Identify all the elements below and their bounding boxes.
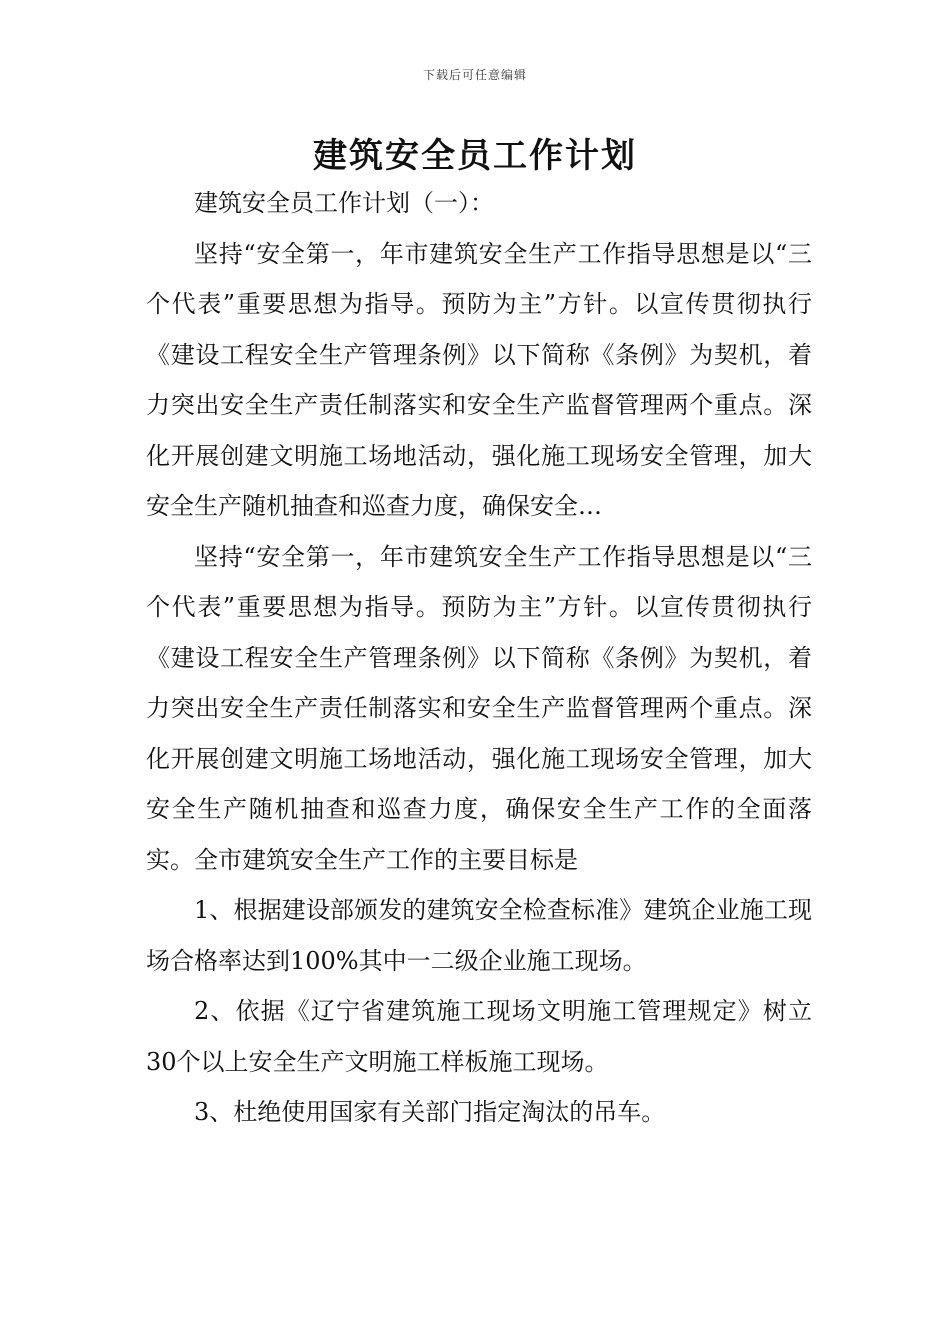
paragraph-1: 坚持“安全第一，年市建筑安全生产工作指导思想是以“三个代表”重要思想为指导。预防为主”方针。以宣传贯彻执行《建设工程安全生产管理条例》以下简称《条例》为契机，着力突出安全生产责任制落实和安全生产监督管理两个重点。深化开展创建文明施工场地活动，强化施工现场安全管理，加大安全生产随机抽查和巡查力度，确保安全… xyxy=(146,239,812,520)
list-item-2: 2、依据《辽宁省建筑施工现场文明施工管理规定》树立30个以上安全生产文明施工样板施工现场。 xyxy=(146,997,812,1076)
list-item-1: 1、根据建设部颁发的建筑安全检查标准》建筑企业施工现场合格率达到100%其中一二级企业施工现场。 xyxy=(146,896,812,975)
document-title: 建筑安全员工作计划 xyxy=(313,136,637,176)
list-item-3: 3、杜绝使用国家有关部门指定淘汰的吊车。 xyxy=(194,1098,666,1126)
document-body xyxy=(146,178,812,1138)
section-subheading: 建筑安全员工作计划（一）： xyxy=(194,189,494,217)
header-note: 下载后可任意编辑 xyxy=(422,68,527,82)
paragraph-2: 坚持“安全第一，年市建筑安全生产工作指导思想是以“三个代表”重要思想为指导。预防为主”方针。以宣传贯彻执行《建设工程安全生产管理条例》以下简称《条例》为契机，着力突出安全生产责任制落实和安全生产监督管理两个重点。深化开展创建文明施工场地活动，强化施工现场安全管理，加大安全生产随机抽查和巡查力度，确保安全生产工作的全面落实。全市建筑安全生产工作的主要目标是 xyxy=(146,542,812,874)
